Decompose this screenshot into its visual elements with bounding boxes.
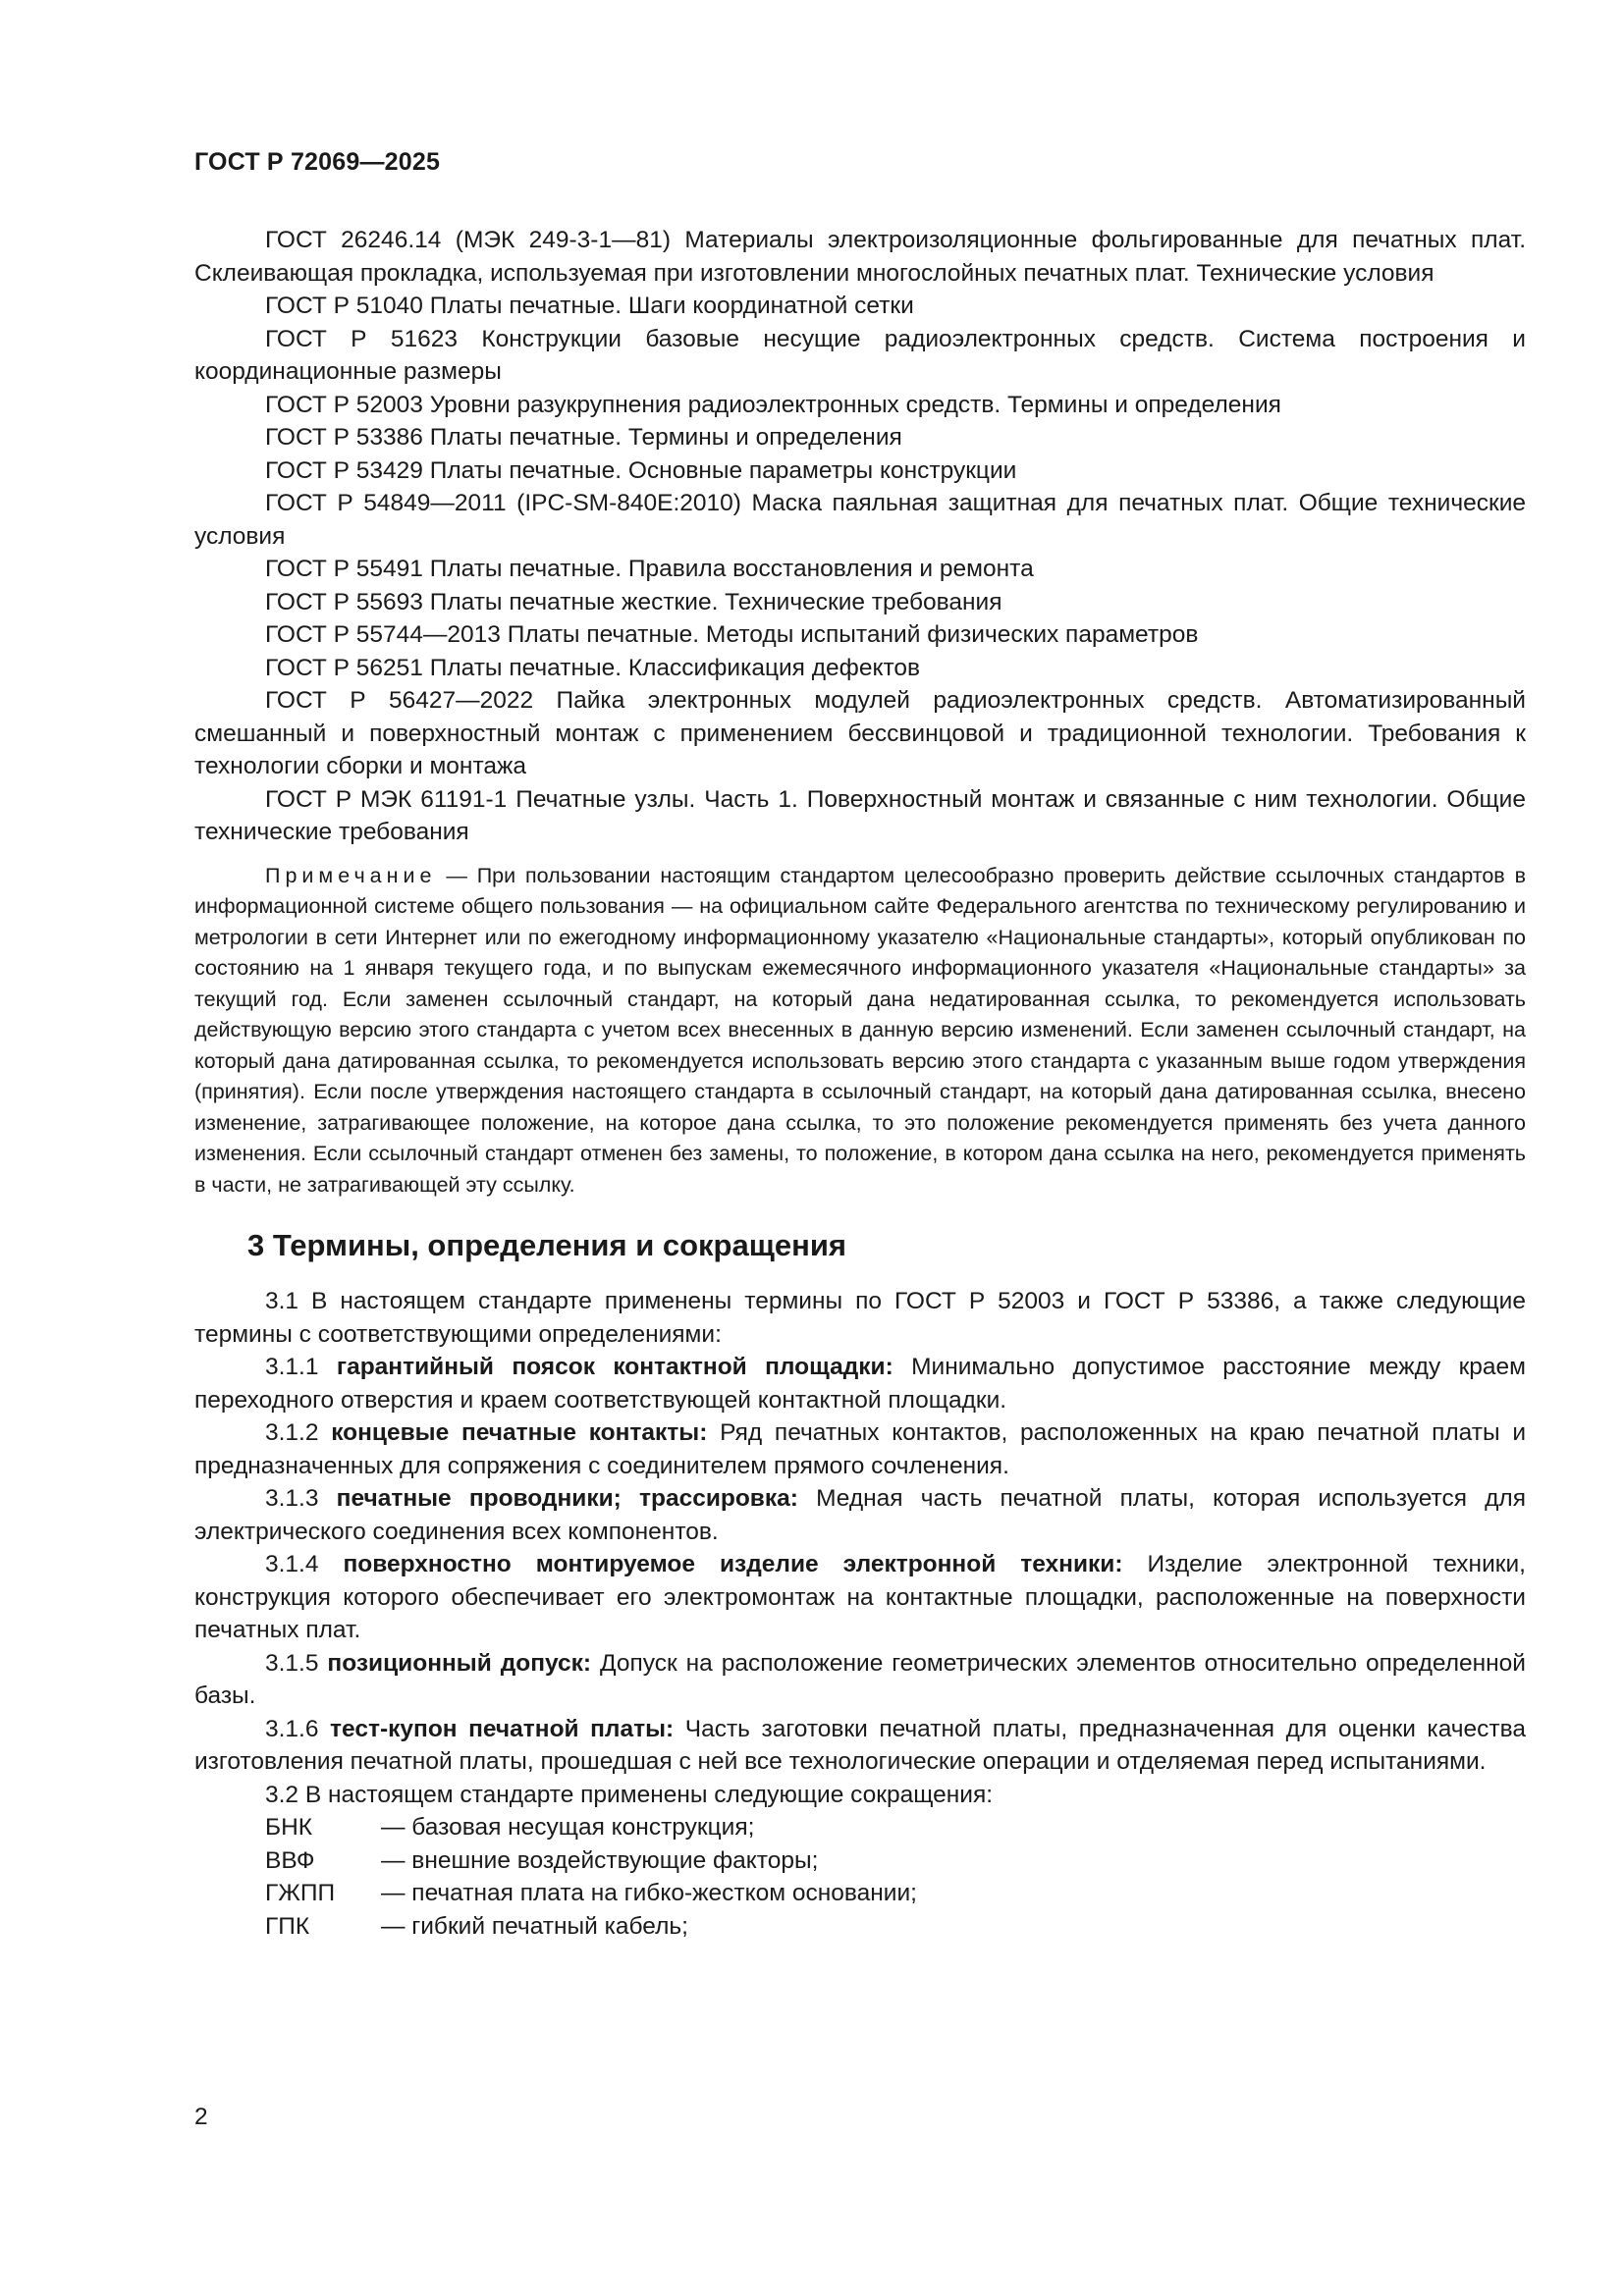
term-name: гарантийный поясок контактной площадки: [336,1354,893,1380]
abbreviation: ГПК [265,1912,310,1940]
term-number: 3.1.4 [265,1551,319,1577]
reference-item [194,783,1526,849]
term-number: 3.1.1 [265,1354,319,1380]
reference-item [194,586,1526,619]
reference-title: Платы печатные. Шаги координатной сетки [429,293,914,319]
reference-code: ГОСТ Р 54849—2011 [265,490,507,516]
reference-code: ГОСТ Р 55744—2013 [265,621,501,648]
reference-title: Платы печатные. Методы испытаний физических параметров [507,621,1199,648]
abbreviations-list [194,1811,1526,1943]
abbreviation: ВВФ [265,1846,315,1874]
abbreviation-item [194,1844,1526,1878]
term-text: Медная часть печатной платы, которая используется для электрического соединения всех компонентов. [194,1485,1526,1545]
reference-item [194,684,1526,783]
term-definition [194,1548,1526,1647]
reference-item [194,553,1526,586]
abbreviation-item [194,1910,1526,1944]
abbreviation: БНК [265,1814,313,1841]
term-name: концевые печатные контакты: [331,1419,708,1446]
document-code-header: ГОСТ Р 72069—2025 [194,148,441,176]
term-definition [194,1647,1526,1713]
term-definition [194,1351,1526,1416]
reference-item [194,290,1526,323]
reference-code: ГОСТ Р МЭК 61191-1 [265,785,508,813]
term-number: 3.1.2 [265,1419,319,1446]
reference-item [194,652,1526,685]
term-name: поверхностно монтируемое изделие электронной техники: [343,1551,1123,1577]
term-text: Минимально допустимое расстояние между краем переходного отверстия и краем соответствующей контактной площадки. [194,1354,1527,1414]
reference-title: Пайка электронных модулей радиоэлектронных средств. Автоматизированный смешанный и поверхностный монтаж с применением бессвинцовой и традиционной технологии. Требования к технологии сборки и монтажа [194,687,1526,779]
document-body [194,224,1526,1943]
reference-title: Конструкции базовые несущие радиоэлектронных средств. Система построения и координационные размеры [194,325,1526,385]
term-number: 3.1.6 [265,1715,319,1742]
reference-item [194,454,1526,488]
section-heading: 3 Термины, определения и сокращения [247,1228,846,1262]
abbreviation: ГЖПП [265,1880,336,1906]
reference-code: ГОСТ Р 51623 [265,325,458,352]
reference-item [194,618,1526,652]
reference-item [194,421,1526,454]
term-number: 3.1.3 [265,1485,319,1512]
references-list [194,224,1526,849]
reference-title: Платы печатные. Основные параметры конструкции [429,456,1017,484]
reference-code: ГОСТ Р 52003 [265,391,423,418]
term-text: Допуск на расположение геометрических элементов относительно определенной базы. [194,1649,1526,1709]
reference-title: Платы печатные. Термины и определения [429,424,902,451]
term-definition [194,1482,1526,1548]
term-name: позиционный допуск: [327,1649,592,1677]
abbreviation-meaning: — печатная плата на гибко-жестком основании; [381,1880,917,1906]
reference-code: ГОСТ Р 53429 [265,456,423,484]
reference-code: ГОСТ Р 56427—2022 [265,687,534,714]
abbreviation-item [194,1811,1526,1844]
term-text: Ряд печатных контактов, расположенных на краю печатной платы и предназначенных для сопряжения с соединителем прямого сочленения. [194,1419,1527,1479]
note-text: — При пользовании настоящим стандартом целесообразно проверить действие ссылочных стандартов в информационной системе общего пользования — на официальном сайте Федерального агентства по техническому регулированию и метрологии в сети Интернет или по ежегодному информационному указателю «Национальные стандарты», который опубликован по состоянию на 1 января текущего года, и по выпускам ежемесячного информационного указателя «Национальные стандарты» за текущий год. Если заменен ссылочный стандарт, на который дана недатированная ссылка, то рекомендуется использовать действующую версию этого стандарта с учетом всех внесенных в данную версию изменений. Если заменен ссылочный стандарт, на который дана датированная ссылка, то рекомендуется использовать версию этого стандарта с указанным выше годом утверждения (принятия). Если после утверждения настоящего стандарта в ссылочный стандарт, на который дана датированная ссылка, внесено изменение, затрагивающее положение, на которое дана ссылка, то это положение рекомендуется применять без учета данного изменения. Если ссылочный стандарт отменен без замены, то положение, в котором дана ссылка на него, рекомендуется применять в части, не затрагивающей эту ссылку. [194,863,1526,1197]
reference-code: ГОСТ Р 55491 [265,556,423,582]
abbreviation-meaning: — внешние воздействующие факторы; [381,1846,819,1874]
abbreviation-meaning: — базовая несущая конструкция; [381,1814,755,1841]
note-label: Примечание [265,863,437,887]
reference-code: ГОСТ Р 55693 [265,588,423,615]
reference-title: (IPC-SM-840E:2010) Маска паяльная защитная для печатных плат. Общие технические условия [194,490,1527,550]
reference-code: ГОСТ Р 56251 [265,654,423,681]
abbreviations-intro: 3.2 В настоящем стандарте применены следующие сокращения: [265,1781,994,1808]
term-name: тест-купон печатной платы: [330,1715,675,1742]
reference-title: Платы печатные. Правила восстановления и ремонта [429,556,1034,582]
term-number: 3.1.5 [265,1649,319,1677]
reference-item [194,323,1526,389]
reference-code: ГОСТ 26246.14 [265,227,442,253]
term-definition [194,1713,1526,1779]
reference-title: Платы печатные. Классификация дефектов [429,654,921,681]
terms-intro: 3.1 В настоящем стандарте применены термины по ГОСТ Р 52003 и ГОСТ Р 53386, а также следующие термины с соответствующими определениями: [194,1288,1526,1348]
normative-note [194,861,1526,1201]
term-name: печатные проводники; трассировка: [336,1485,798,1512]
term-text: Часть заготовки печатной платы, предназначенная для оценки качества изготовления печатной платы, прошедшая с ней все технологические операции и отделяемая перед испытаниями. [194,1715,1527,1775]
term-definition [194,1416,1526,1482]
reference-code: ГОСТ Р 53386 [265,424,423,451]
term-text: Изделие электронной техники, конструкция которого обеспечивает его электромонтаж на контактные площадки, расположенные на поверхности печатных плат. [194,1551,1526,1643]
reference-item [194,224,1526,290]
page-number: 2 [194,2104,208,2130]
reference-title: Платы печатные жесткие. Технические требования [429,588,1002,615]
reference-title: Уровни разукрупнения радиоэлектронных средств. Термины и определения [429,391,1281,418]
reference-title: (МЭК 249-3-1—81) Материалы электроизоляционные фольгированные для печатных плат. Склеивающая прокладка, используемая при изготовлении многослойных печатных плат. Технические условия [194,227,1526,287]
abbreviation-item [194,1877,1526,1910]
reference-item [194,389,1526,422]
reference-item [194,487,1526,553]
abbreviation-meaning: — гибкий печатный кабель; [381,1912,688,1940]
reference-title: Печатные узлы. Часть 1. Поверхностный монтаж и связанные с ним технологии. Общие технические требования [194,785,1526,845]
reference-code: ГОСТ Р 51040 [265,293,423,319]
